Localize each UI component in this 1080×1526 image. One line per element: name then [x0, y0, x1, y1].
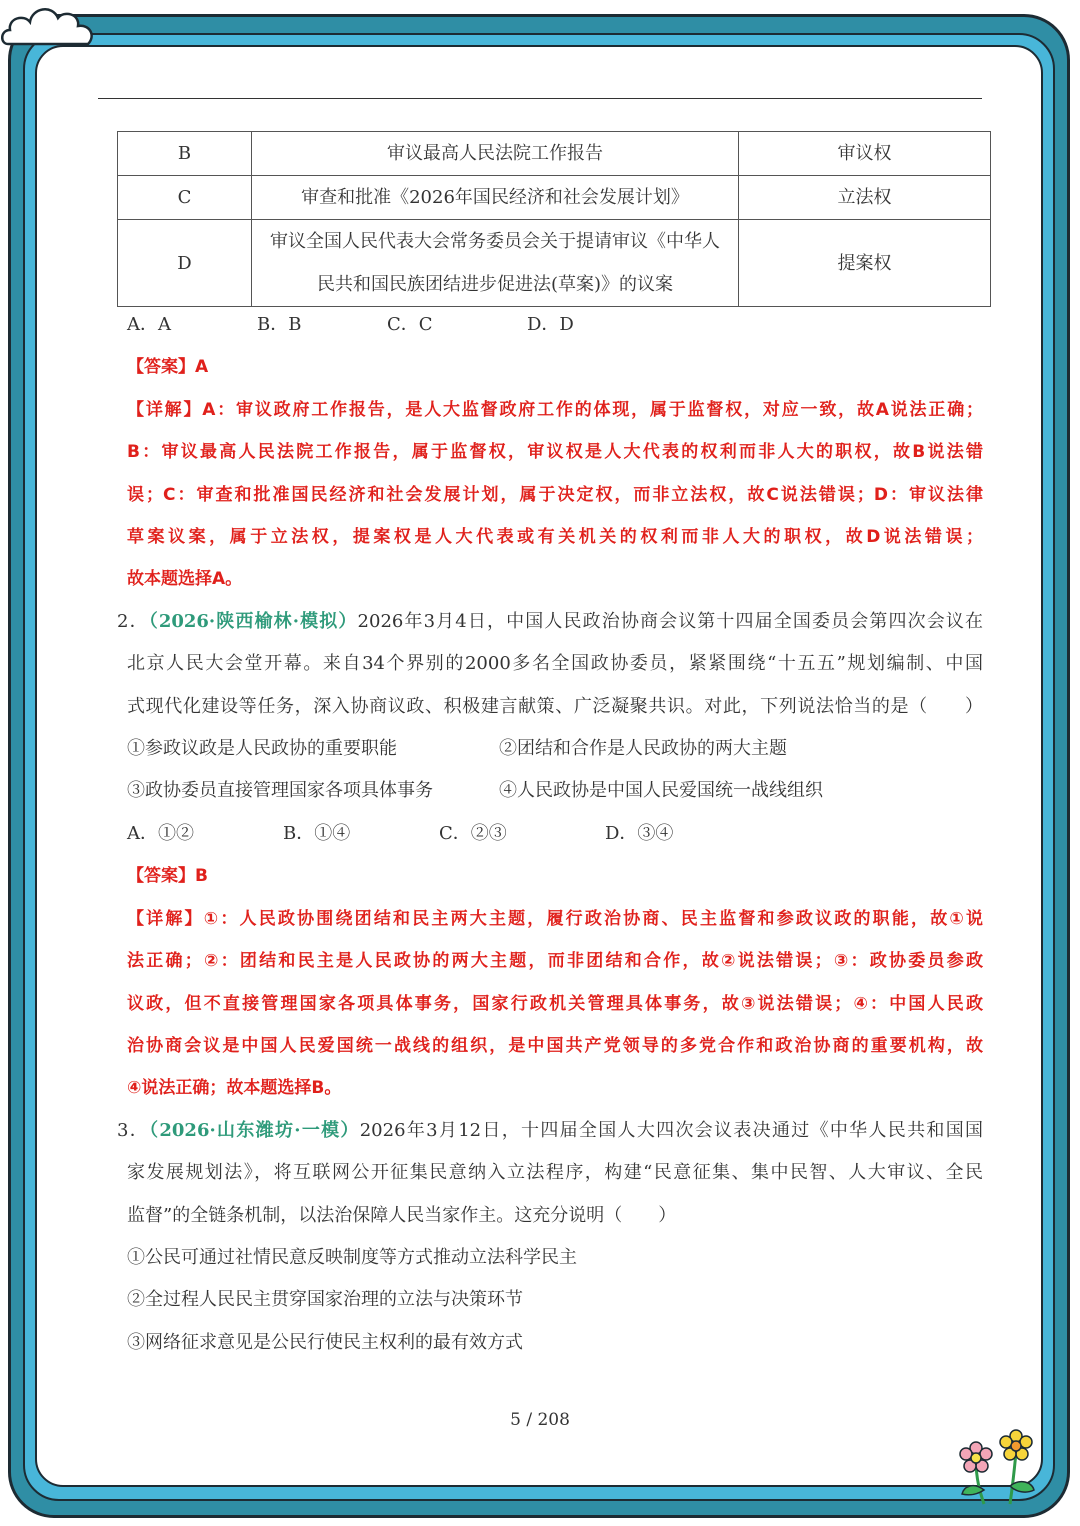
q2-detail-line: 治协商会议是中国人民爱国统一战线的组织，是中国共产党领导的多党合作和政治协商的重要机构，故	[127, 1035, 983, 1056]
choice-a: A．①②	[127, 822, 194, 844]
choice-b: B．B	[257, 314, 302, 335]
cloud-icon	[0, 0, 100, 50]
q1-detail-line	[127, 389, 983, 431]
options-table	[117, 131, 991, 307]
statement-item: ②团结和合作是人民政协的两大主题	[499, 738, 787, 760]
q2-items-row	[127, 728, 983, 770]
statement-item: ③网络征求意见是公民行使民主权利的最有效方式	[127, 1331, 523, 1353]
question-content	[117, 304, 984, 1364]
table-row	[118, 132, 991, 176]
q2-items-row	[127, 770, 983, 812]
q2-detail-line: 议政，但不直接管理国家各项具体事务，国家行政机关管理具体事务，故③说法错误；④：中国人民政	[127, 993, 983, 1014]
question-source: （2026·山东潍坊·一模）	[149, 1119, 360, 1141]
q3-stem-line: 家发展规划法》，将互联网公开征集民意纳入立法程序，构建“民意征集、集中民智、人大审议、全民	[127, 1162, 983, 1184]
question-number: 3．	[117, 1119, 150, 1141]
answer-value: A	[195, 357, 209, 378]
detail-label: 【详解】	[127, 908, 204, 929]
q2-detail-line	[127, 898, 983, 940]
detail-text: A：审议政府工作报告，是人大监督政府工作的体现，属于监督权，对应一致，故A说法正确；	[202, 399, 984, 420]
header-rule	[98, 98, 982, 99]
q2-detail-line: 法正确；②：团结和民主是人民政协的两大主题，而非团结和合作，故②说法错误；③：政协委员参政	[127, 951, 983, 972]
q2-detail-line: ④说法正确；故本题选择B。	[127, 1078, 342, 1099]
choice-c: C．②③	[439, 822, 507, 844]
q2-answer	[127, 855, 983, 897]
answer-label: 【答案】	[127, 357, 195, 378]
q1-choices	[127, 304, 983, 346]
q2-choices	[127, 813, 983, 855]
row-content-line: 民共和国民族团结进步促进法(草案)》的议案	[316, 274, 674, 295]
page-number: 5 / 208	[510, 1410, 570, 1430]
q2-stem-line: 式现代化建设等任务，深入协商议政、积极建言献策、广泛凝聚共识。对此，下列说法恰当的是（ ）	[127, 695, 983, 717]
detail-label: 【详解】	[127, 399, 203, 420]
q2-stem-line	[117, 601, 983, 643]
row-power: 审议权	[739, 132, 991, 176]
row-content: 审议最高人民法院工作报告	[252, 132, 739, 176]
q3-stem-line	[117, 1110, 983, 1152]
row-label: D	[118, 220, 252, 307]
choice-d: D．D	[527, 314, 574, 335]
answer-value: B	[195, 866, 208, 887]
choice-b: B．①④	[283, 822, 351, 844]
row-power: 立法权	[739, 176, 991, 220]
row-label: B	[118, 132, 252, 176]
q1-answer	[127, 346, 983, 388]
table-row	[118, 220, 991, 307]
q1-detail-line: 故本题选择A。	[127, 569, 243, 590]
row-content: 审查和批准《2026年国民经济和社会发展计划》	[252, 176, 739, 220]
stem-text: 2026年3月12日，十四届全国人大四次会议表决通过《中华人民共和国国	[359, 1119, 983, 1141]
detail-text: ①：人民政协围绕团结和民主两大主题，履行政治协商、民主监督和参政议政的职能，故①说	[203, 908, 983, 929]
choice-a: A．A	[127, 314, 171, 335]
q1-detail-line: 误；C：审查和批准国民经济和社会发展计划，属于决定权，而非立法权，故C说法错误；D：审议法律	[127, 484, 983, 505]
row-label: C	[118, 176, 252, 220]
choice-c: C．C	[387, 314, 433, 335]
stem-text: 2026年3月4日，中国人民政治协商会议第十四届全国委员会第四次会议在	[357, 610, 983, 632]
row-content	[252, 220, 739, 307]
flowers-icon	[950, 1424, 1040, 1506]
statement-item: ③政协委员直接管理国家各项具体事务	[127, 780, 433, 802]
question-source: （2026·陕西榆林·模拟）	[148, 610, 358, 632]
q3-stem-line: 监督”的全链条机制，以法治保障人民当家作主。这充分说明（ ）	[127, 1204, 677, 1226]
q2-stem-line: 北京人民大会堂开幕。来自34个界别的2000多名全国政协委员，紧紧围绕“十五五”规划编制、中国	[127, 653, 983, 675]
q1-detail-line: 草案议案，属于立法权，提案权是人大代表或有关机关的权利而非人大的职权，故D说法错误；	[127, 527, 983, 548]
row-power: 提案权	[739, 220, 991, 307]
row-content-line: 审议全国人民代表大会常务委员会关于提请审议《中华人	[270, 231, 720, 252]
q1-detail-line: B：审议最高人民法院工作报告，属于监督权，审议权是人大代表的权利而非人大的职权，故B说法错	[127, 442, 983, 463]
statement-item: ④人民政协是中国人民爱国统一战线组织	[499, 780, 823, 802]
choice-d: D．③④	[605, 822, 674, 844]
answer-label: 【答案】	[127, 866, 195, 887]
table-row	[118, 176, 991, 220]
statement-item: ①参政议政是人民政协的重要职能	[127, 738, 397, 760]
statement-item: ①公民可通过社情民意反映制度等方式推动立法科学民主	[127, 1246, 577, 1268]
question-number: 2．	[117, 610, 149, 632]
statement-item: ②全过程人民民主贯穿国家治理的立法与决策环节	[127, 1289, 523, 1311]
